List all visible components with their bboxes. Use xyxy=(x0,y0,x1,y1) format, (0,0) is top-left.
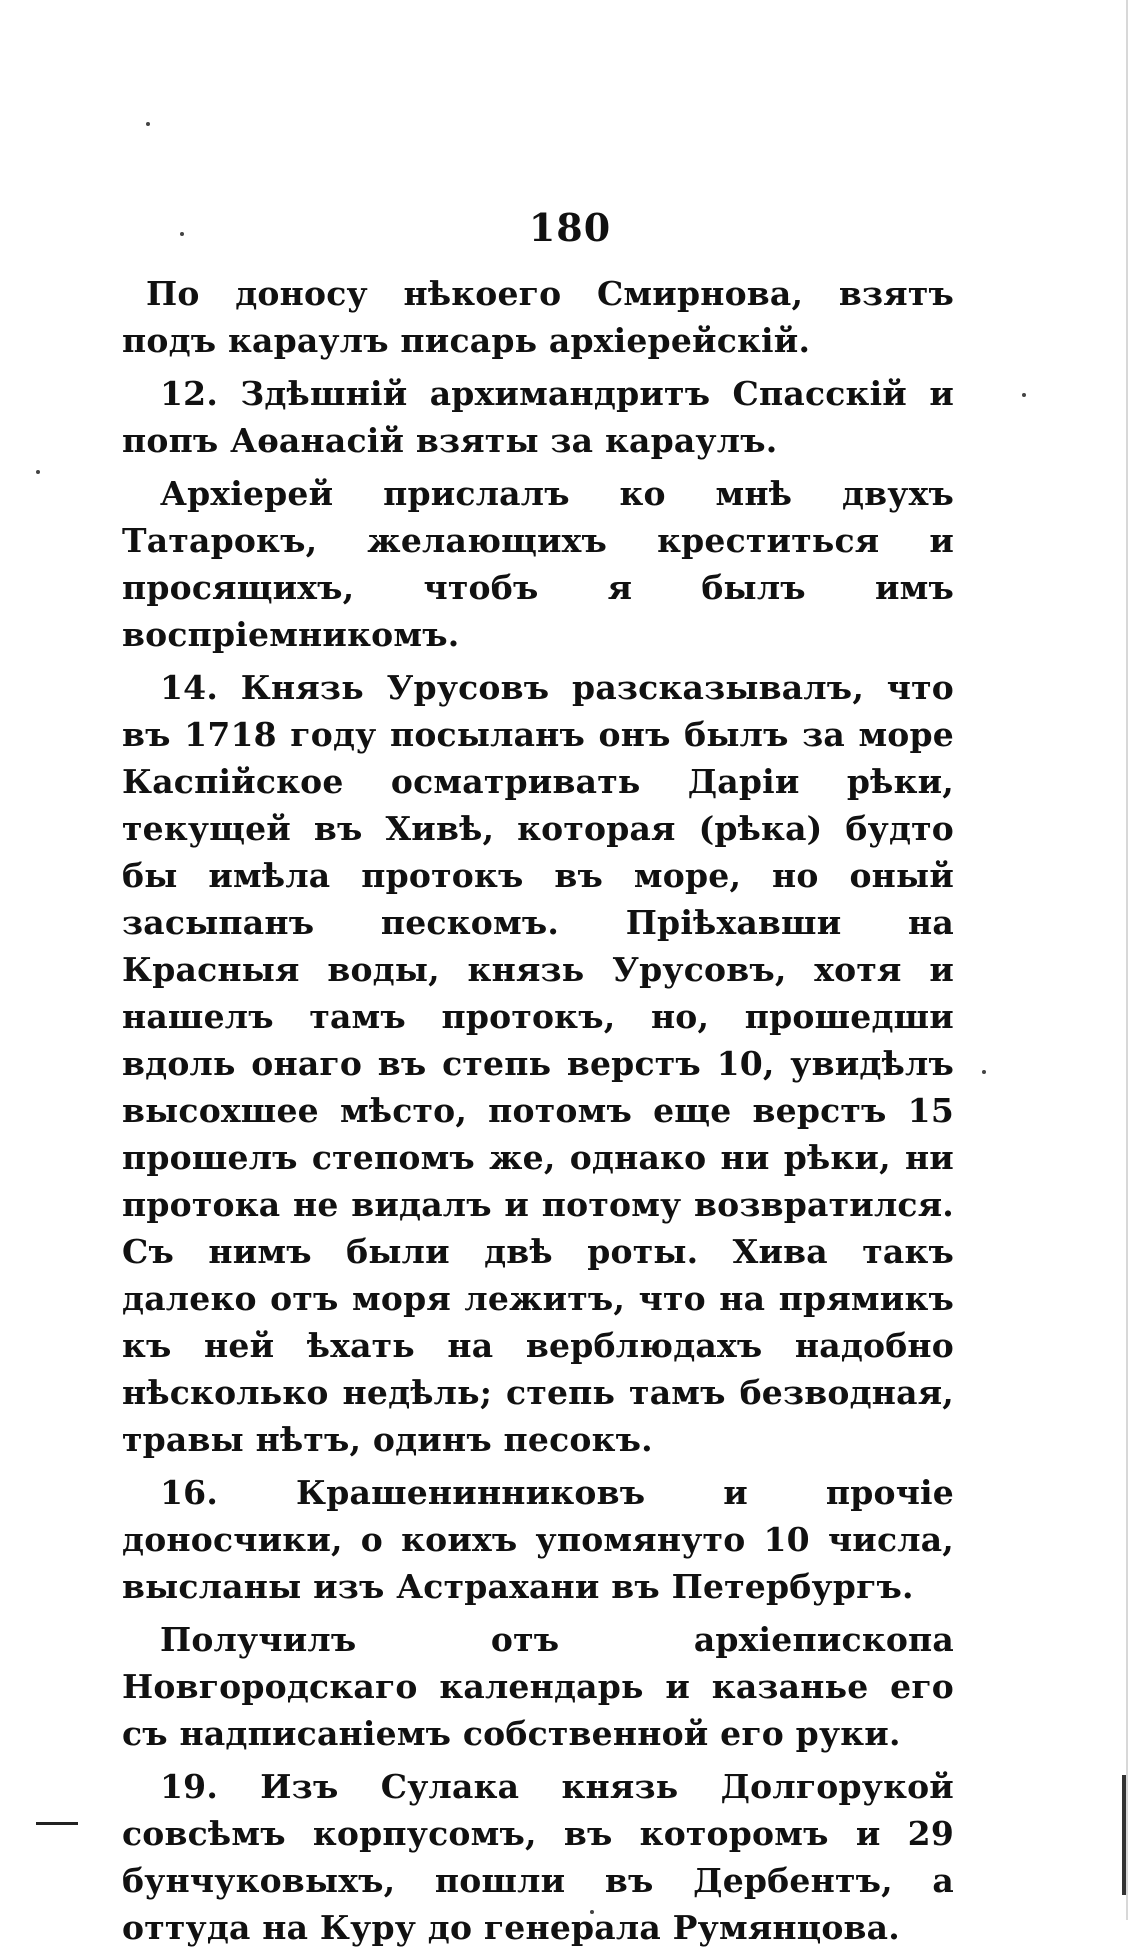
scan-speck xyxy=(146,122,150,126)
paragraph-3: Архіерей прислалъ ко мнѣ двухъ Татарокъ, желающихъ креститься и просящихъ, чтобъ я былъ имъ воспріемникомъ. xyxy=(122,474,954,654)
paragraph-5: 16. Крашенинниковъ и прочіе доносчики, о коихъ упомянуто 10 числа, высланы изъ Астрахани въ Петербургъ. xyxy=(122,1473,954,1606)
paragraph-6: Получилъ отъ архіепископа Новгородскаго календарь и казанье его съ надписаніемъ собственной его руки. xyxy=(122,1620,954,1753)
scan-speck xyxy=(36,470,40,474)
paragraph-1: По доносу нѣкоего Смирнова, взятъ подъ караулъ писарь архіерейскій. xyxy=(122,274,954,360)
page-number: 180 xyxy=(528,205,612,250)
paragraph-7: 19. Изъ Сулака князь Долгорукой совсѣмъ корпусомъ, въ которомъ и 29 бунчуковыхъ, пошли въ Дербентъ, а оттуда на Куру до генерала Румянцова. xyxy=(122,1767,954,1947)
page-body xyxy=(122,270,954,1957)
page-edge-rule xyxy=(1126,0,1128,1920)
paragraph-2: 12. Здѣшній архимандритъ Спасскій и попъ Аѳанасій взяты за караулъ. xyxy=(122,374,954,460)
scan-speck xyxy=(982,1070,986,1074)
scan-mark-right xyxy=(1122,1775,1126,1895)
paragraph-4: 14. Князь Урусовъ разсказывалъ, что въ 1718 году посыланъ онъ былъ за море Каспійское осматривать Даріи рѣки, текущей въ Хивѣ, которая (рѣка) будто бы имѣла протокъ въ море, но оный засыпанъ пескомъ. Пріѣхавши на Красныя воды, князь Урусовъ, хотя и нашелъ тамъ протокъ, но, прошедши вдоль онаго въ степь верстъ 10, увидѣлъ высохшее мѣсто, потомъ еще верстъ 15 прошелъ степомъ же, однако ни рѣки, ни протока не видалъ и потому возвратился. Съ нимъ были двѣ роты. Хива такъ далеко отъ моря лежитъ, что на прямикъ къ ней ѣхать на верблюдахъ надобно нѣсколько недѣль; степь тамъ безводная, травы нѣтъ, одинъ песокъ. xyxy=(122,668,954,1459)
scan-mark-left xyxy=(36,1822,78,1825)
scan-speck xyxy=(1022,393,1026,397)
